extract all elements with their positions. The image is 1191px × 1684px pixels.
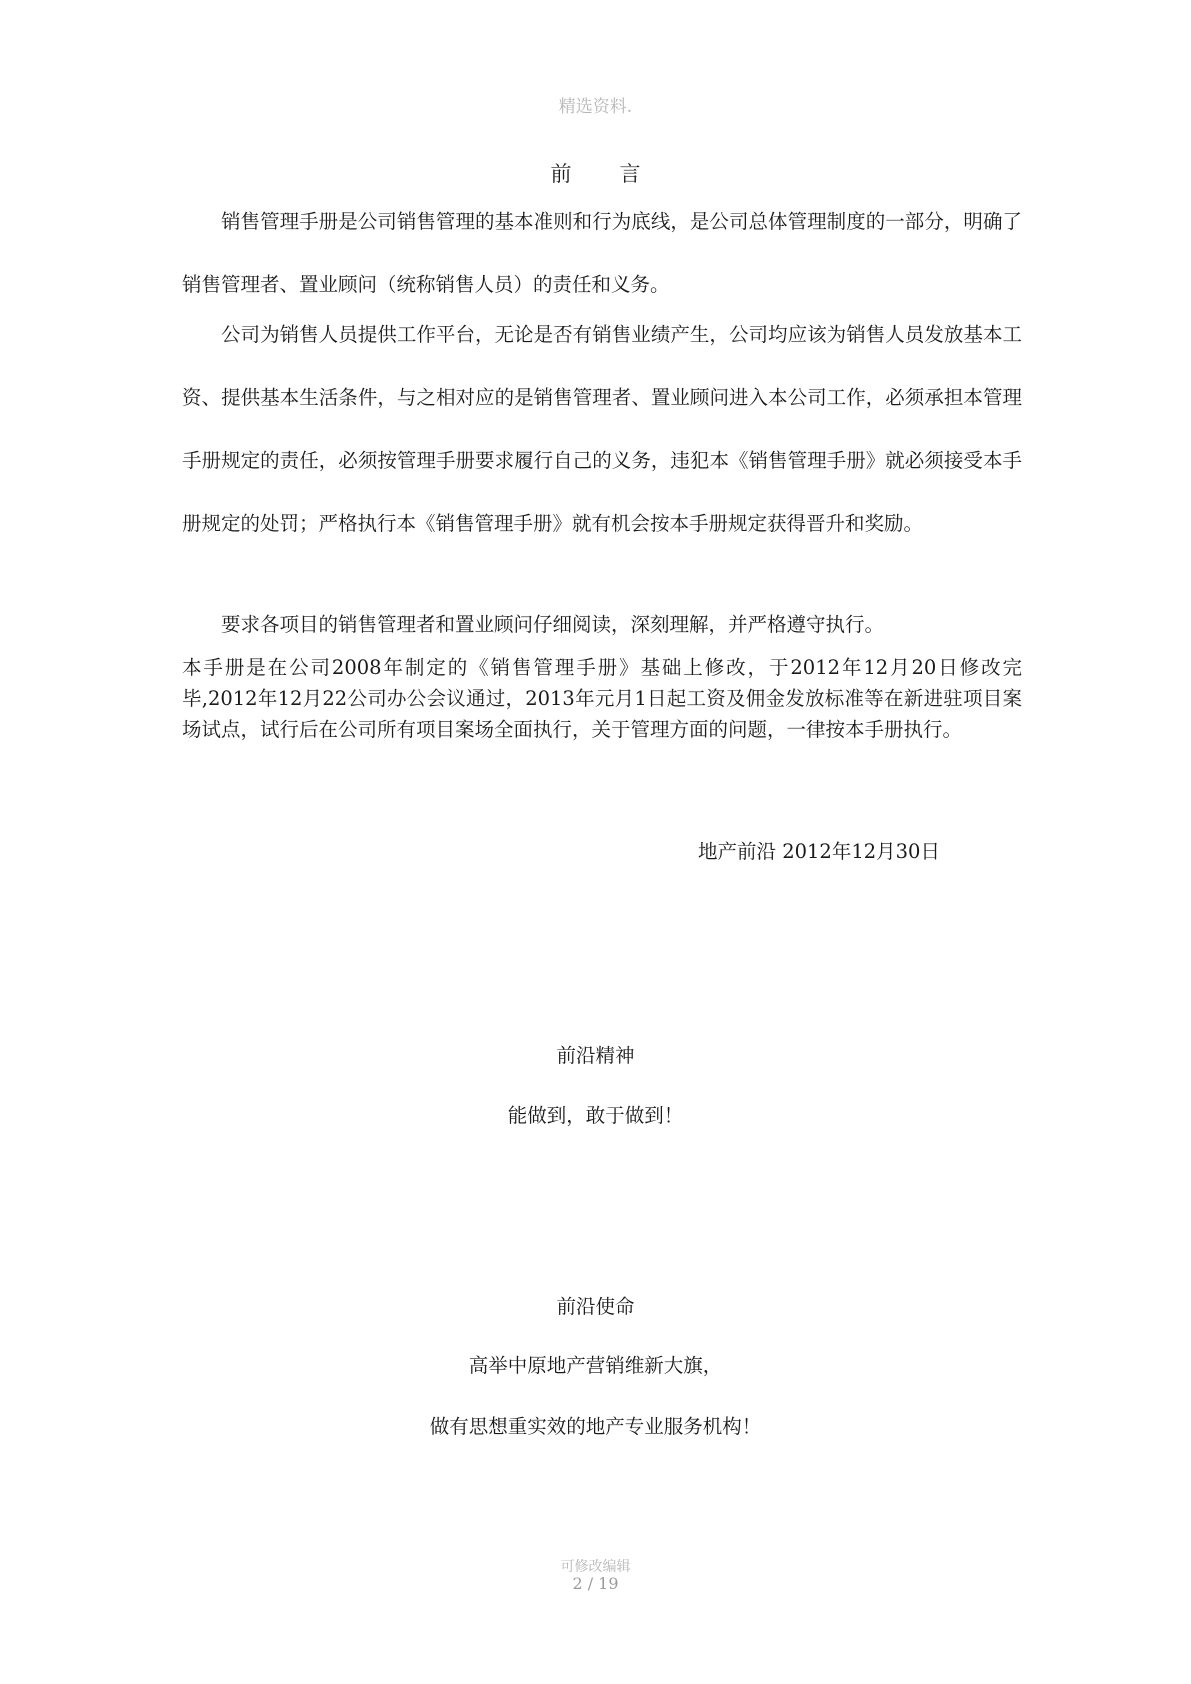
title-char-left: 前 [550,162,572,186]
mission-line-1: 高举中原地产营销维新大旗， [468,1354,723,1377]
paragraph-platform: 公司为销售人员提供工作平台，无论是否有销售业绩产生，公司均应该为销售人员发放基本工资、提供基本生活条件，与之相对应的是销售管理者、置业顾问进入本公司工作，必须承担本管理手册规定的责任，必须按管理手册要求履行自己的义务，违犯本《销售管理手册》就必须接受本手册规定的处罚；严格执行本《销售管理手册》就有机会按本手册规定获得晋升和奖励。 [182,323,1022,535]
page-title [0,158,1191,188]
signature-date: 地产前沿 2012年12月30日 [698,840,940,863]
mission-heading: 前沿使命 [556,1295,635,1318]
title-char-right: 言 [619,162,641,186]
page-number: 2 / 19 [572,1574,619,1593]
footer-edit-note: 可修改编辑 [560,1559,631,1575]
spirit-heading: 前沿精神 [556,1044,635,1067]
header-watermark: 精选资料. [558,97,633,117]
paragraph-revision: 本手册是在公司2008年制定的《销售管理手册》基础上修改，于2012年12月20日修改完毕,2012年12月22公司办公会议通过，2013年元月1日起工资及佣金发放标准等在新进驻项目案场试点，试行后在公司所有项目案场全面执行，关于管理方面的问题，一律按本手册执行。 [182,656,1022,741]
mission-line-2: 做有思想重实效的地产专业服务机构！ [429,1415,762,1438]
paragraph-intro: 销售管理手册是公司销售管理的基本准则和行为底线，是公司总体管理制度的一部分，明确了销售管理者、置业顾问（统称销售人员）的责任和义务。 [182,210,1022,296]
paragraph-requirement: 要求各项目的销售管理者和置业顾问仔细阅读，深刻理解，并严格遵守执行。 [221,613,885,636]
spirit-slogan: 能做到，敢于做到！ [507,1104,684,1127]
